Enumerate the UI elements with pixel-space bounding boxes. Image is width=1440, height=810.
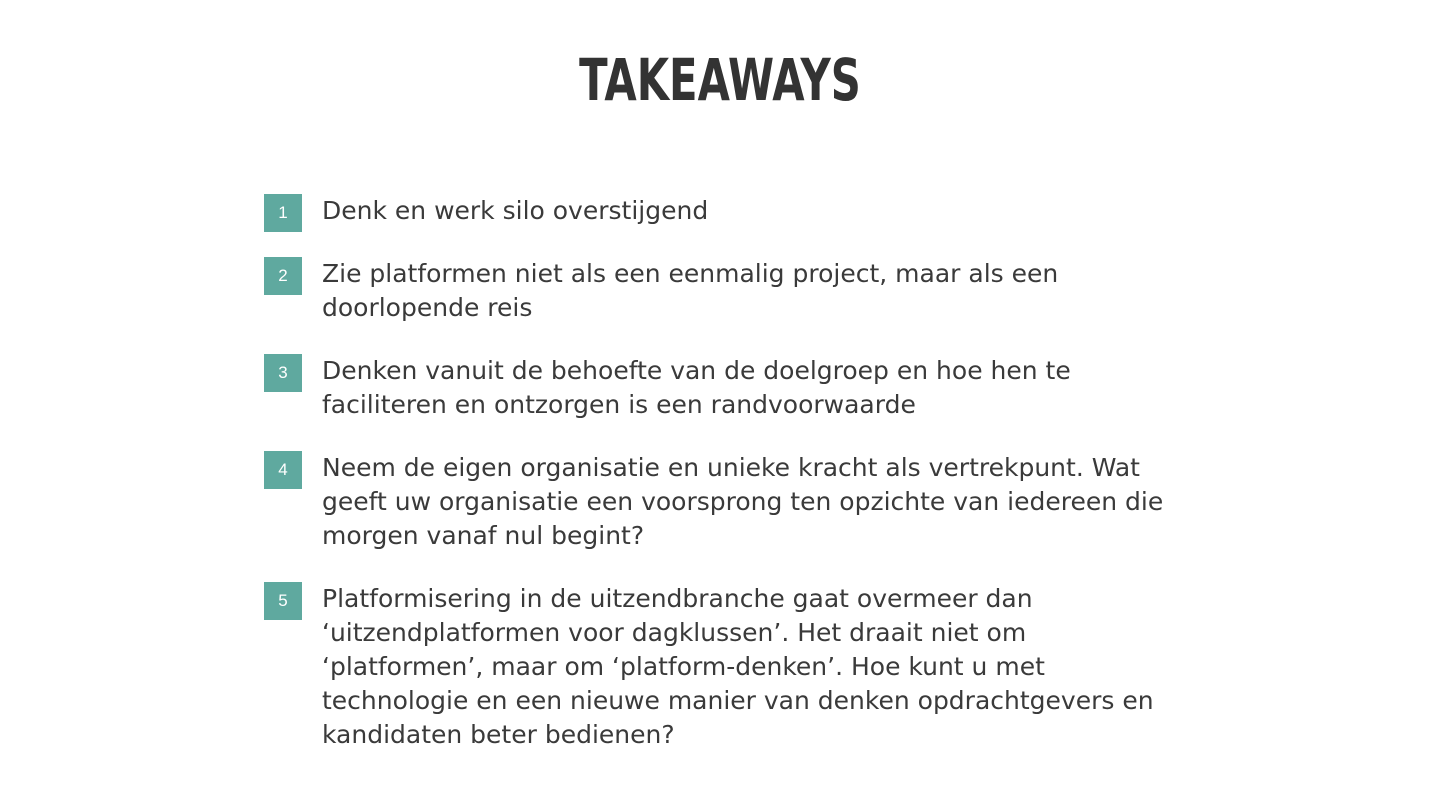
list-item xyxy=(264,194,1184,257)
number-badge: 4 xyxy=(264,451,302,489)
list-item xyxy=(264,582,1184,752)
takeaways-list xyxy=(264,194,1184,752)
number-badge: 5 xyxy=(264,582,302,620)
list-item xyxy=(264,354,1184,451)
list-item xyxy=(264,451,1184,582)
list-item xyxy=(264,257,1184,354)
list-item-text: Denken vanuit de behoefte van de doelgroep en hoe hen te faciliteren en ontzorgen is een randvoorwaarde xyxy=(322,356,1071,419)
slide-title: TAKEAWAYS xyxy=(579,46,861,114)
number-badge: 2 xyxy=(264,257,302,295)
list-item-text: Neem de eigen organisatie en unieke kracht als vertrekpunt. Wat geeft uw organisatie een voorsprong ten opzichte van iedereen die morgen vanaf nul begint? xyxy=(322,453,1164,550)
list-item-text: Platformisering in de uitzendbranche gaat overmeer dan ‘uitzendplatformen voor dagklussen’. Het draait niet om ‘platformen’, maar om ‘platform-denken’. Hoe kunt u met technologie en een nieuwe manier van denken opdrachtgevers en kandidaten beter bedienen? xyxy=(322,584,1154,749)
list-item-text: Zie platformen niet als een eenmalig project, maar als een doorlopende reis xyxy=(322,259,1059,322)
list-item-text: Denk en werk silo overstijgend xyxy=(322,196,709,225)
number-badge: 3 xyxy=(264,354,302,392)
number-badge: 1 xyxy=(264,194,302,232)
